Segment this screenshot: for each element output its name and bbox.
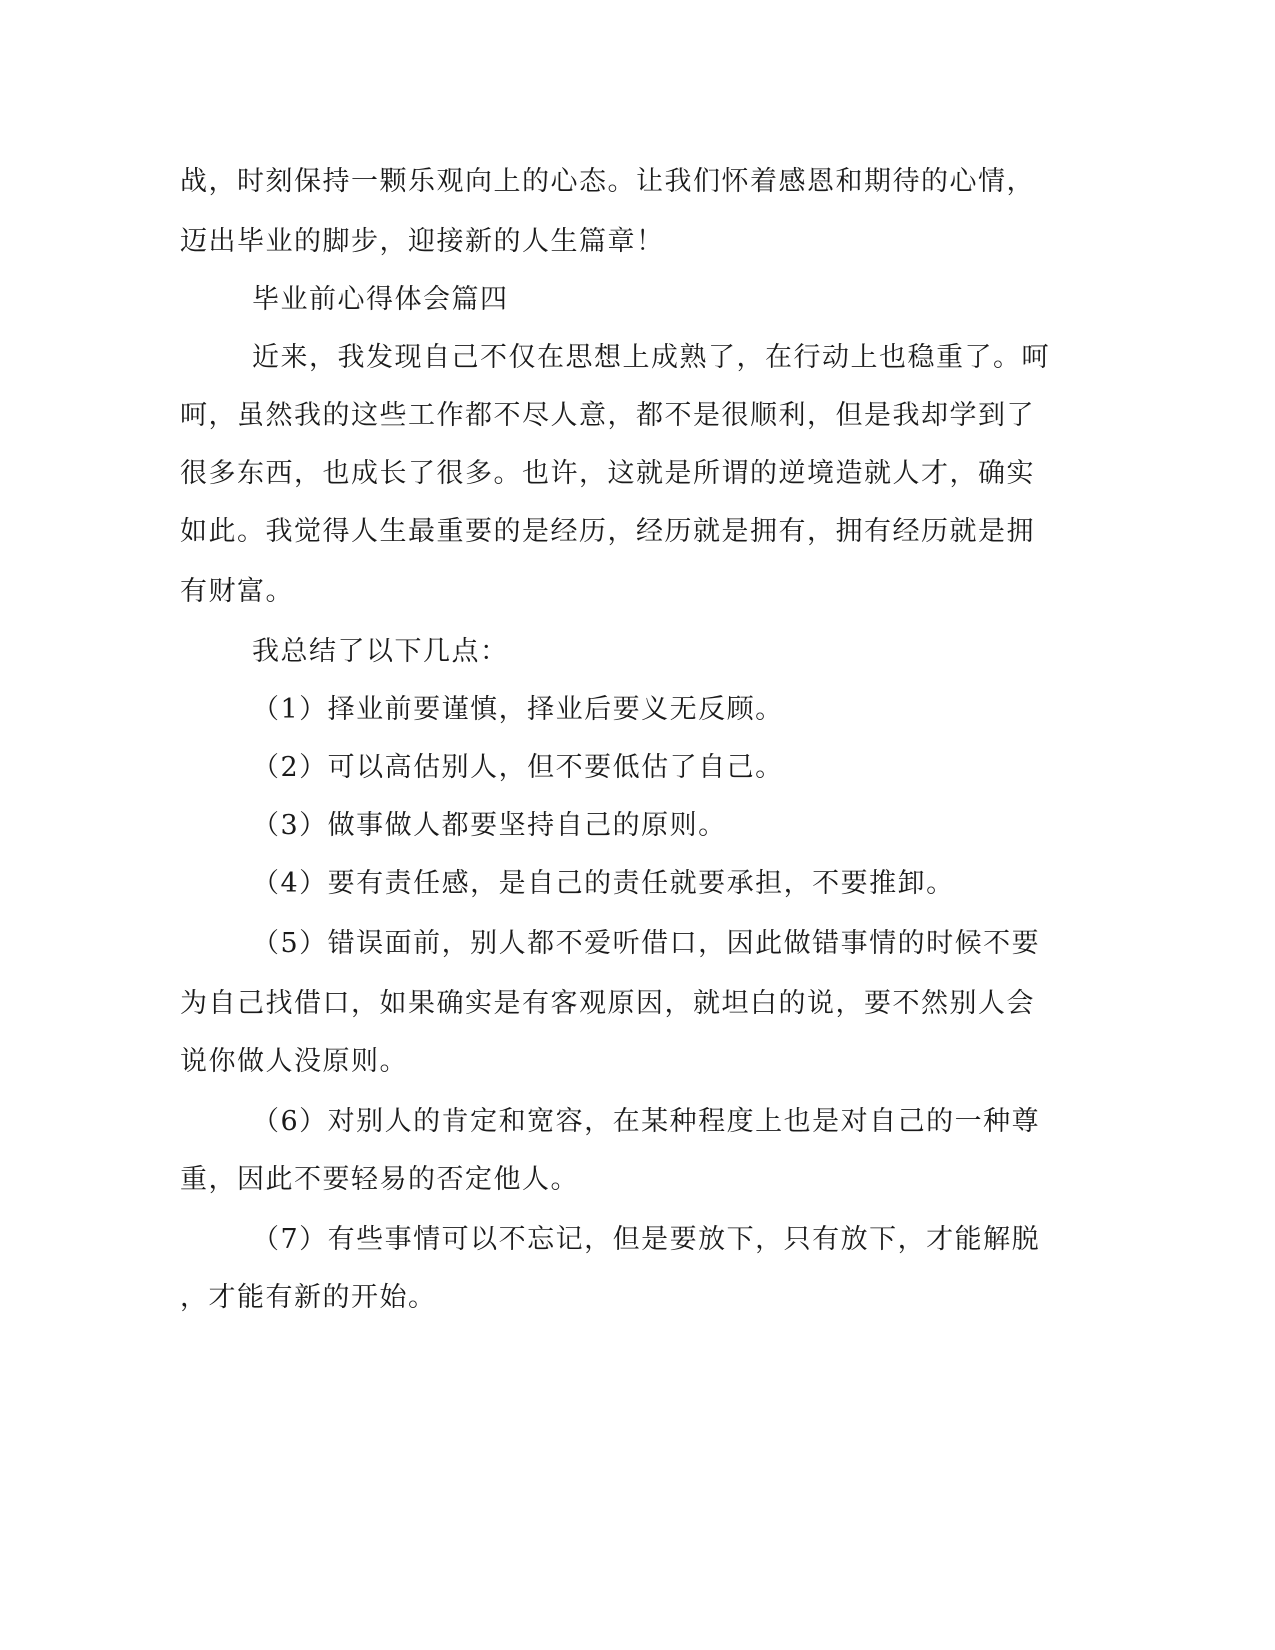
text-line: 有财富。 [180,576,294,607]
text-line: 说你做人没原则。 [180,1046,408,1077]
text-line: 我总结了以下几点： [252,636,509,667]
list-item: （7）有些事情可以不忘记，但是要放下，只有放下，才能解脱 [252,1224,1041,1255]
text-line: 很多东西，也成长了很多。也许，这就是所谓的逆境造就人才，确实 [180,458,1035,489]
text-line: 战，时刻保持一颗乐观向上的心态。让我们怀着感恩和期待的心情， [180,166,1035,197]
text-line: 为自己找借口，如果确实是有客观原因，就坦白的说，要不然别人会 [180,988,1035,1019]
list-item: （4）要有责任感，是自己的责任就要承担，不要推卸。 [252,868,955,899]
list-item: （5）错误面前，别人都不爱听借口，因此做错事情的时候不要 [252,928,1041,959]
list-item: （3）做事做人都要坚持自己的原则。 [252,810,727,841]
text-line: 近来，我发现自己不仅在思想上成熟了，在行动上也稳重了。呵 [252,342,1050,373]
text-line: 如此。我觉得人生最重要的是经历，经历就是拥有，拥有经历就是拥 [180,516,1035,547]
text-line: 迈出毕业的脚步，迎接新的人生篇章！ [180,226,665,257]
list-item: （1）择业前要谨慎，择业后要义无反顾。 [252,694,784,725]
list-item: （6）对别人的肯定和宽容，在某种程度上也是对自己的一种尊 [252,1106,1041,1137]
text-line: ，才能有新的开始。 [180,1282,437,1313]
list-item: （2）可以高估别人，但不要低估了自己。 [252,752,784,783]
text-line: 重，因此不要轻易的否定他人。 [180,1164,579,1195]
section-heading: 毕业前心得体会篇四 [252,284,509,315]
text-line: 呵，虽然我的这些工作都不尽人意，都不是很顺利，但是我却学到了 [180,400,1035,431]
